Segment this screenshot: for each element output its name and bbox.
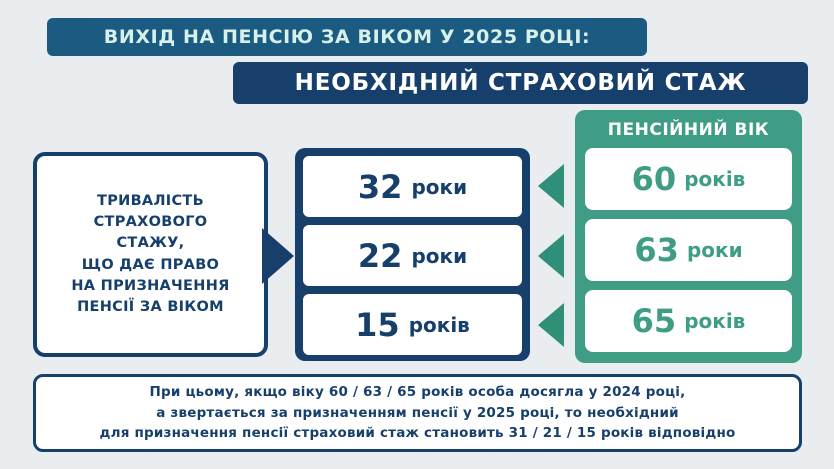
arrow-left-icon — [538, 234, 564, 278]
insurance-period-description-box — [33, 152, 268, 357]
description-line: ЩО ДАЄ ПРАВО — [81, 256, 220, 273]
pension-age-value: 60 — [631, 160, 677, 198]
insurance-period-unit: років — [408, 312, 470, 337]
list-item — [303, 294, 522, 355]
header-title-bar — [47, 18, 647, 56]
footer-line: для призначення пенсії страховий стаж становить 31 / 21 / 15 років відповідно — [99, 425, 736, 442]
page-subtitle: НЕОБХІДНИЙ СТРАХОВИЙ СТАЖ — [294, 70, 747, 96]
pension-age-unit: років — [684, 309, 746, 333]
page-title: ВИХІД НА ПЕНСІЮ ЗА ВІКОМ У 2025 РОЦІ: — [103, 26, 591, 48]
insurance-period-list — [295, 148, 530, 361]
list-item — [303, 225, 522, 286]
insurance-period-unit: роки — [411, 174, 468, 199]
arrow-right-icon — [262, 228, 294, 284]
description-line: НА ПРИЗНАЧЕННЯ — [71, 277, 230, 294]
footer-line: а звертається за призначенням пенсії у 2025 році, то необхідний — [156, 404, 679, 421]
pension-age-unit: роки — [686, 238, 743, 262]
description-line: СТАЖУ, — [116, 235, 185, 252]
pension-age-value: 65 — [631, 302, 677, 340]
pension-age-title: ПЕНСІЙНИЙ ВІК — [607, 120, 770, 140]
list-item — [585, 219, 792, 281]
pension-age-value: 63 — [634, 231, 679, 269]
list-item — [585, 148, 792, 210]
arrow-left-icon — [538, 164, 564, 208]
list-item — [585, 290, 792, 352]
description-line: ПЕНСІЇ ЗА ВІКОМ — [77, 298, 224, 315]
description-line: ТРИВАЛІСТЬ — [97, 193, 204, 210]
insurance-period-value: 15 — [355, 305, 400, 344]
footer-line: При цьому, якщо віку 60 / 63 / 65 років особа досягла у 2024 році, — [149, 383, 686, 400]
description-line: СТРАХОВОГО — [93, 214, 208, 231]
header-subtitle-bar — [233, 62, 808, 104]
insurance-period-value: 22 — [357, 236, 403, 275]
insurance-period-unit: роки — [411, 243, 468, 268]
list-item — [303, 156, 522, 217]
pension-age-panel — [575, 110, 802, 363]
insurance-period-description-text — [63, 191, 237, 317]
arrow-left-icon — [538, 303, 564, 347]
pension-age-unit: років — [684, 167, 746, 191]
insurance-period-value: 32 — [357, 167, 403, 206]
footer-note — [33, 374, 802, 452]
